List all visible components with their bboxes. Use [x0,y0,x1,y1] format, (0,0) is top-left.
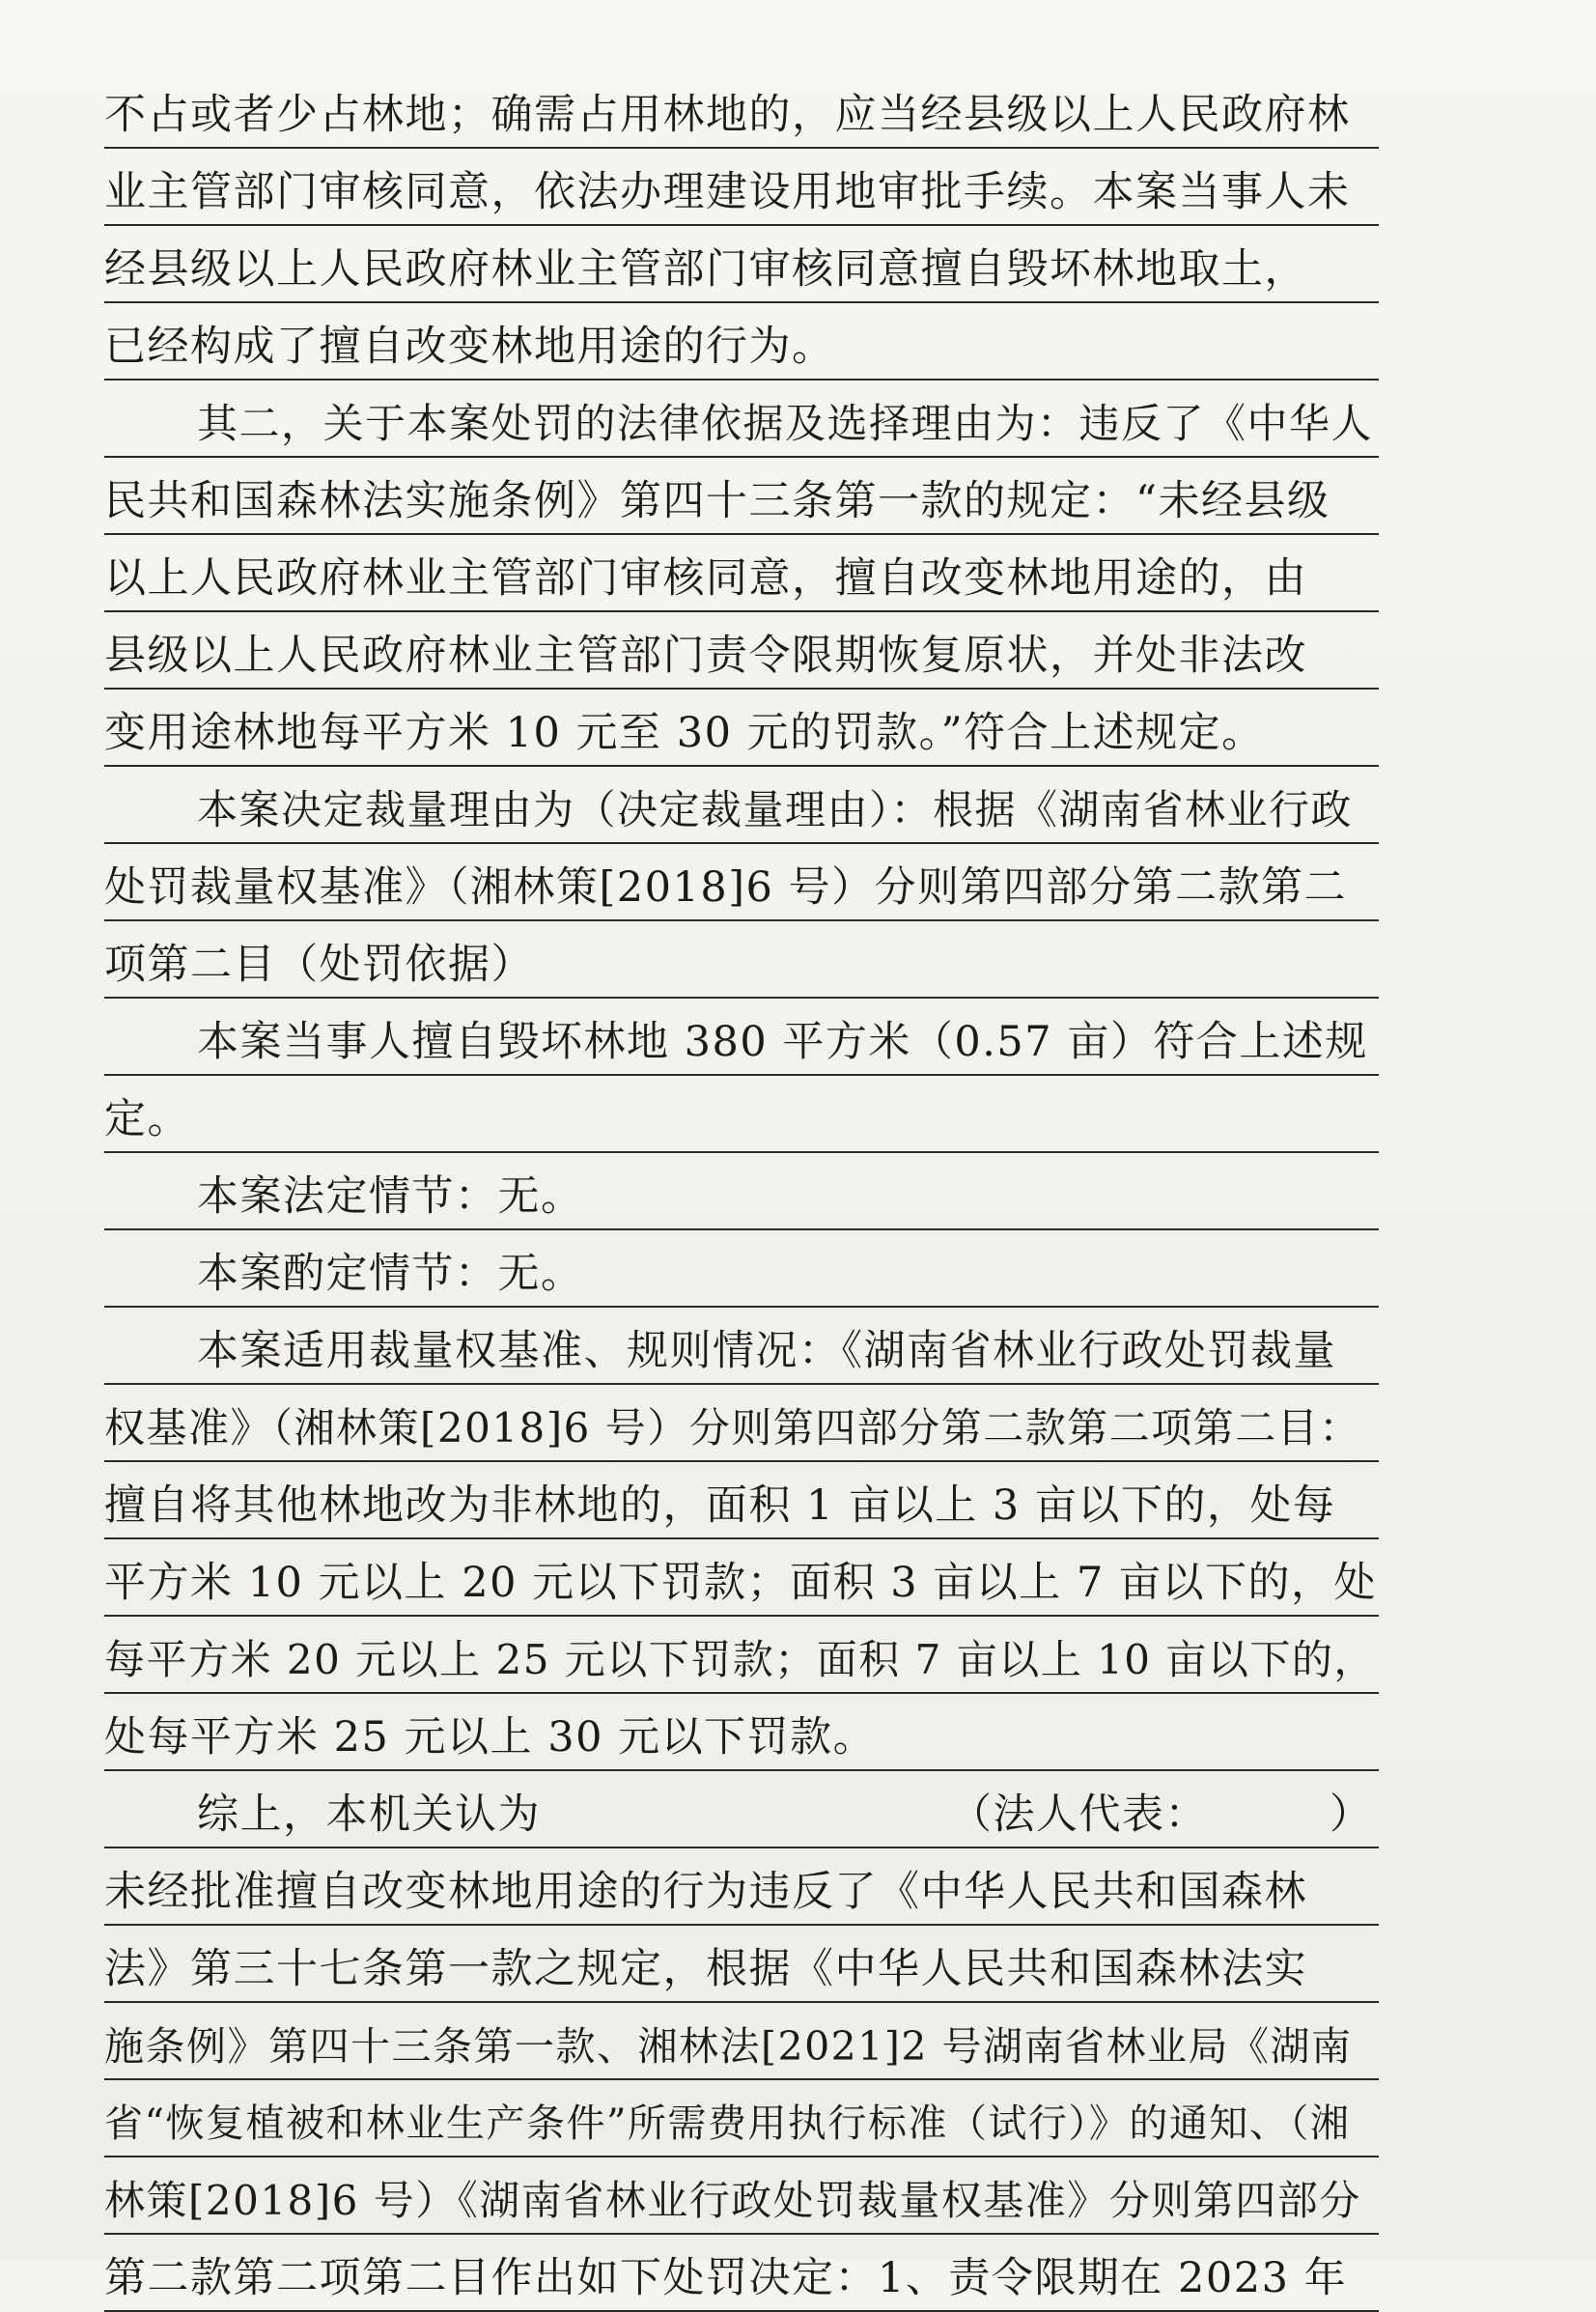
legal-rep-label: （法人代表： [950,1790,1208,1839]
line-text: 经县级以上人民政府林业主管部门审核同意擅自毁坏林地取土， [104,245,1307,294]
line-text: 处每平方米 25 元以上 30 元以下罚款。 [104,1713,877,1762]
line-text: 本案当事人擅自毁坏林地 380 平方米（0.57 亩）符合上述规 [197,1018,1368,1066]
text-line [104,1539,1379,1617]
text-line [104,381,1379,458]
line-text: 权基准》（湘林策[2018]6 号）分则第四部分第二款第二项第二目： [104,1404,1361,1452]
text-line [104,1926,1379,2003]
line-text: 项第二目（处罚依据） [104,941,534,989]
text-line [104,1230,1379,1308]
line-text: 定。 [104,1095,190,1143]
line-text: 第二款第二项第二目作出如下处罚决定：1、责令限期在 2023 年 [104,2254,1348,2302]
text-line [104,690,1379,767]
line-text: 不占或者少占林地；确需占用林地的，应当经县级以上人民政府林 [104,91,1351,139]
text-line [104,149,1379,226]
line-text: 林策[2018]6 号）《湖南省林业行政处罚裁量权基准》分则第四部分 [104,2177,1361,2224]
line-text: 业主管部门审核同意，依法办理建设用地审批手续。本案当事人未 [104,168,1351,216]
line-text: 擅自将其他林地改为非林地的，面积 1 亩以上 3 亩以下的，处每 [104,1481,1336,1530]
line-text: 未经批准擅自改变林地用途的行为违反了《中华人民共和国森林 [104,1868,1307,1916]
legal-rep-close: ） [1330,1790,1371,1839]
text-line [104,458,1379,535]
line-text: 已经构成了擅自改变林地用途的行为。 [104,323,835,371]
text-line [104,1076,1379,1153]
line-text: 平方米 10 元以上 20 元以下罚款；面积 3 亩以上 7 亩以下的，处 [104,1559,1377,1607]
text-line [104,2235,1379,2312]
line-text: 民共和国森林法实施条例》第四十三条第一款的规定：“未经县级 [104,477,1330,525]
text-line [104,767,1379,844]
text-line [104,71,1379,149]
text-line [104,844,1379,921]
text-line [104,2157,1379,2235]
document-body [104,71,1379,2312]
line-text: 省“恢复植被和林业生产条件”所需费用执行标准（试行）》的通知、（湘 [104,2101,1351,2146]
line-text: 综上，本机关认为 [197,1790,541,1839]
text-line [104,921,1379,999]
line-text: 以上人民政府林业主管部门审核同意，擅自改变林地用途的，由 [104,554,1307,603]
line-text: 法》第三十七条第一款之规定，根据《中华人民共和国森林法实 [104,1945,1307,1993]
text-line-summary [104,1771,1379,1848]
line-text: 施条例》第四十三条第一款、湘林法[2021]2 号湖南省林业局《湖南 [104,2023,1353,2070]
text-line [104,226,1379,303]
line-text: 其二，关于本案处罚的法律依据及选择理由为：违反了《中华人 [197,400,1374,447]
line-text: 本案酌定情节：无。 [197,1250,584,1298]
text-line [104,1153,1379,1230]
text-line [104,1462,1379,1539]
text-line [104,612,1379,690]
line-text: 每平方米 20 元以上 25 元以下罚款；面积 7 亩以上 10 亩以下的， [104,1636,1376,1683]
text-line [104,1308,1379,1385]
text-line [104,999,1379,1076]
text-line [104,2003,1379,2080]
text-line [104,303,1379,381]
line-text: 变用途林地每平方米 10 元至 30 元的罚款。”符合上述规定。 [104,709,1265,757]
text-line [104,1848,1379,1926]
line-text: 县级以上人民政府林业主管部门责令限期恢复原状，并处非法改 [104,632,1307,680]
text-line [104,535,1379,612]
line-text: 本案决定裁量理由为（决定裁量理由）：根据《湖南省林业行政 [197,786,1354,833]
text-line [104,1385,1379,1462]
text-line [104,1694,1379,1771]
line-text: 处罚裁量权基准》（湘林策[2018]6 号）分则第四部分第二款第二 [104,863,1348,912]
line-text: 本案适用裁量权基准、规则情况：《湖南省林业行政处罚裁量 [197,1327,1336,1375]
text-line [104,2080,1379,2157]
line-text: 本案法定情节：无。 [197,1172,584,1221]
text-line [104,1617,1379,1694]
